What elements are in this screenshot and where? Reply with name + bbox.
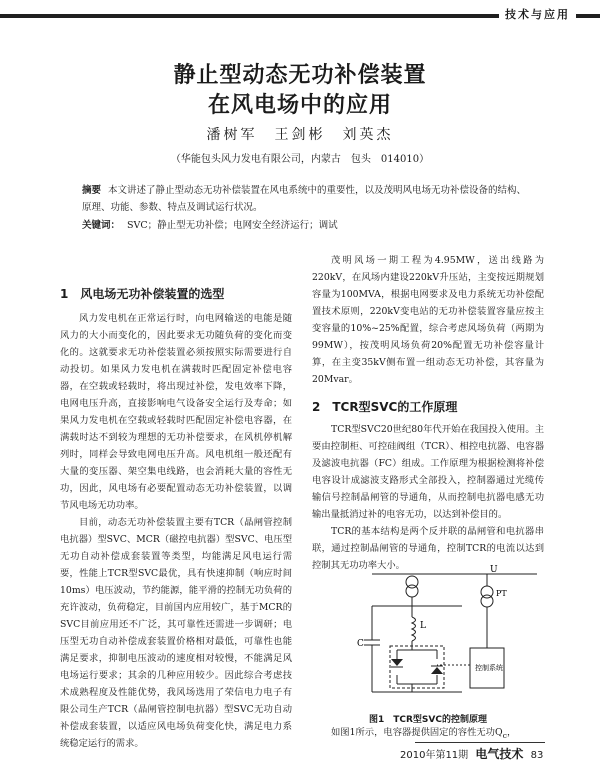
- section-2-paragraph-2: TCR的基本结构是两个反并联的晶闸管和电抗器串联，通过控制晶闸管的导通角，控制TCR的电流以达到控制其无功功率大小。: [312, 526, 544, 571]
- authors: 潘树军 王剑彬 刘英杰: [206, 127, 394, 143]
- label-c: C: [357, 639, 364, 649]
- abstract: [82, 182, 528, 216]
- thyristor-1: [391, 659, 403, 666]
- label-u: U: [490, 565, 498, 575]
- abstract-label: 摘要: [82, 185, 102, 196]
- figure-caption: 图1 TCR型SVC的控制原理: [369, 715, 487, 725]
- footer-magazine: 电气技术: [475, 747, 524, 761]
- section-1-paragraph-2: 目前，动态无功补偿装置主要有TCR（晶闸管控制电抗器）型SVC、MCR（磁控电抗器）型SVC、电压型无功自动补偿成套装置等类型，均能满足风电运行需要，性能上TCR型SVC最优，具有快速抑制（响应时间10ms）电压波动，节约能源，能平滑的控制无功负荷的充许波动，负荷稳定，目前国内应用较广，基于MCR的SVC目前应用还不广泛，其可靠性还需进一步调研；电压型无功自动补偿成套装置价格相对最低，可靠性也能满足要求，抑制电压波动的速度相对较慢，不能满足风电场运行要求；其余的几种应用较少。因此综合考虑技术成熟程度及性能优势，我风场选用了荣信电力电子有限公司生产TCR（晶闸管控制电抗器）型SVC无功自动补偿成套装置，以适应风电场负荷变化快，满足电力系统稳定运行的需求。: [60, 517, 292, 749]
- affiliation: （华能包头风力发电有限公司，内蒙古 包头 014010）: [170, 154, 430, 165]
- label-l: L: [420, 621, 426, 631]
- title-line-2: 在风电场中的应用: [207, 93, 392, 118]
- thyristor-2: [431, 667, 443, 674]
- section-1-paragraph-1: 风力发电机在正常运行时，向电网输送的电能是随风力的大小而变化的，因此要求无功随负荷的变化而变化的。这就要求无功补偿装置必须按照实际需要进行自动投切。如果风力发电机在满载时匹配固定补偿电容器，在空载或轻载时，将出现过补偿，发电效率下降，电网电压升高，直接影响电气设备安全运行及寿命；如果风力发电机在空载或轻载时匹配固定补偿电容器，在满载时达不到较为理想的无功补偿要求，在风机停机解列时，同样会导致电网电压升高。风电机组一般还配有大量的变压器、架空集电线路，也会消耗大量的容性无功，因此，风电场有必要配置动态无功补偿装置，以调节风电场无功功率。: [60, 313, 292, 511]
- left-column: [60, 285, 292, 752]
- footer-rule: [415, 742, 545, 743]
- keywords: [82, 217, 528, 234]
- section-label: 技术与应用: [499, 6, 576, 22]
- section-1-heading: 1 风电场无功补偿装置的选型: [60, 287, 225, 301]
- project-paragraph: 茂明风场一期工程为4.95MW，送出线路为220kV，在风场内建设220kV升压站，主变按远期规划容量为100MVA，根据电网要求及电力系统无功补偿配置技术原则，220kV变电站的无功补偿装置容量应按主变容量的10%~25%配置，综合考虑风场负荷（两期为99MW），按茂明风场负荷20%配置无功补偿容量计算，在主变35kV侧布置一组动态无功补偿，其容量为20Mvar。: [312, 255, 544, 385]
- section-2-heading: 2 TCR型SVC的工作原理: [312, 400, 458, 414]
- keywords-text: SVC；静止型无功补偿；电网安全经济运行；调试: [127, 220, 338, 231]
- footer-issue: 2010年第11期: [400, 750, 469, 761]
- after-figure-subscript: c: [502, 730, 507, 740]
- label-controller: 控制系统: [475, 664, 503, 672]
- footer: [400, 745, 543, 762]
- tcr-circuit-diagram: [312, 562, 544, 712]
- after-figure-text: 如图1所示，电容器提供固定的容性无功Q: [331, 727, 503, 738]
- label-pt: PT: [496, 589, 507, 598]
- right-column: [312, 252, 544, 574]
- section-2-paragraph-1: TCR型SVC20世纪80年代开始在我国投入使用。主要由控制柜、可控硅阀组（TCR）、相控电抗器、电容器及滤波电抗器（FC）组成。工作原理为根据检测将补偿电容设计成滤波支路形式全部投入，控制器通过光缆传输信号控制晶闸管的导通角，从而控制电抗器电感无功输出量抵消过补的电容无功，以达到补偿目的。: [312, 424, 544, 520]
- footer-page-number: 83: [530, 750, 544, 761]
- after-figure-line: [312, 724, 544, 744]
- after-figure-end: ，: [506, 727, 517, 738]
- title-line-1: 静止型动态无功补偿装置: [173, 63, 427, 88]
- reactor-coil: [412, 617, 416, 641]
- keywords-label: 关键词：: [82, 220, 121, 231]
- abstract-text: 本文讲述了静止型动态无功补偿装置在风电系统中的重要性，以及茂明风电场无功补偿设备的结构、原理、功能、参数、特点及调试运行状况。: [82, 185, 527, 213]
